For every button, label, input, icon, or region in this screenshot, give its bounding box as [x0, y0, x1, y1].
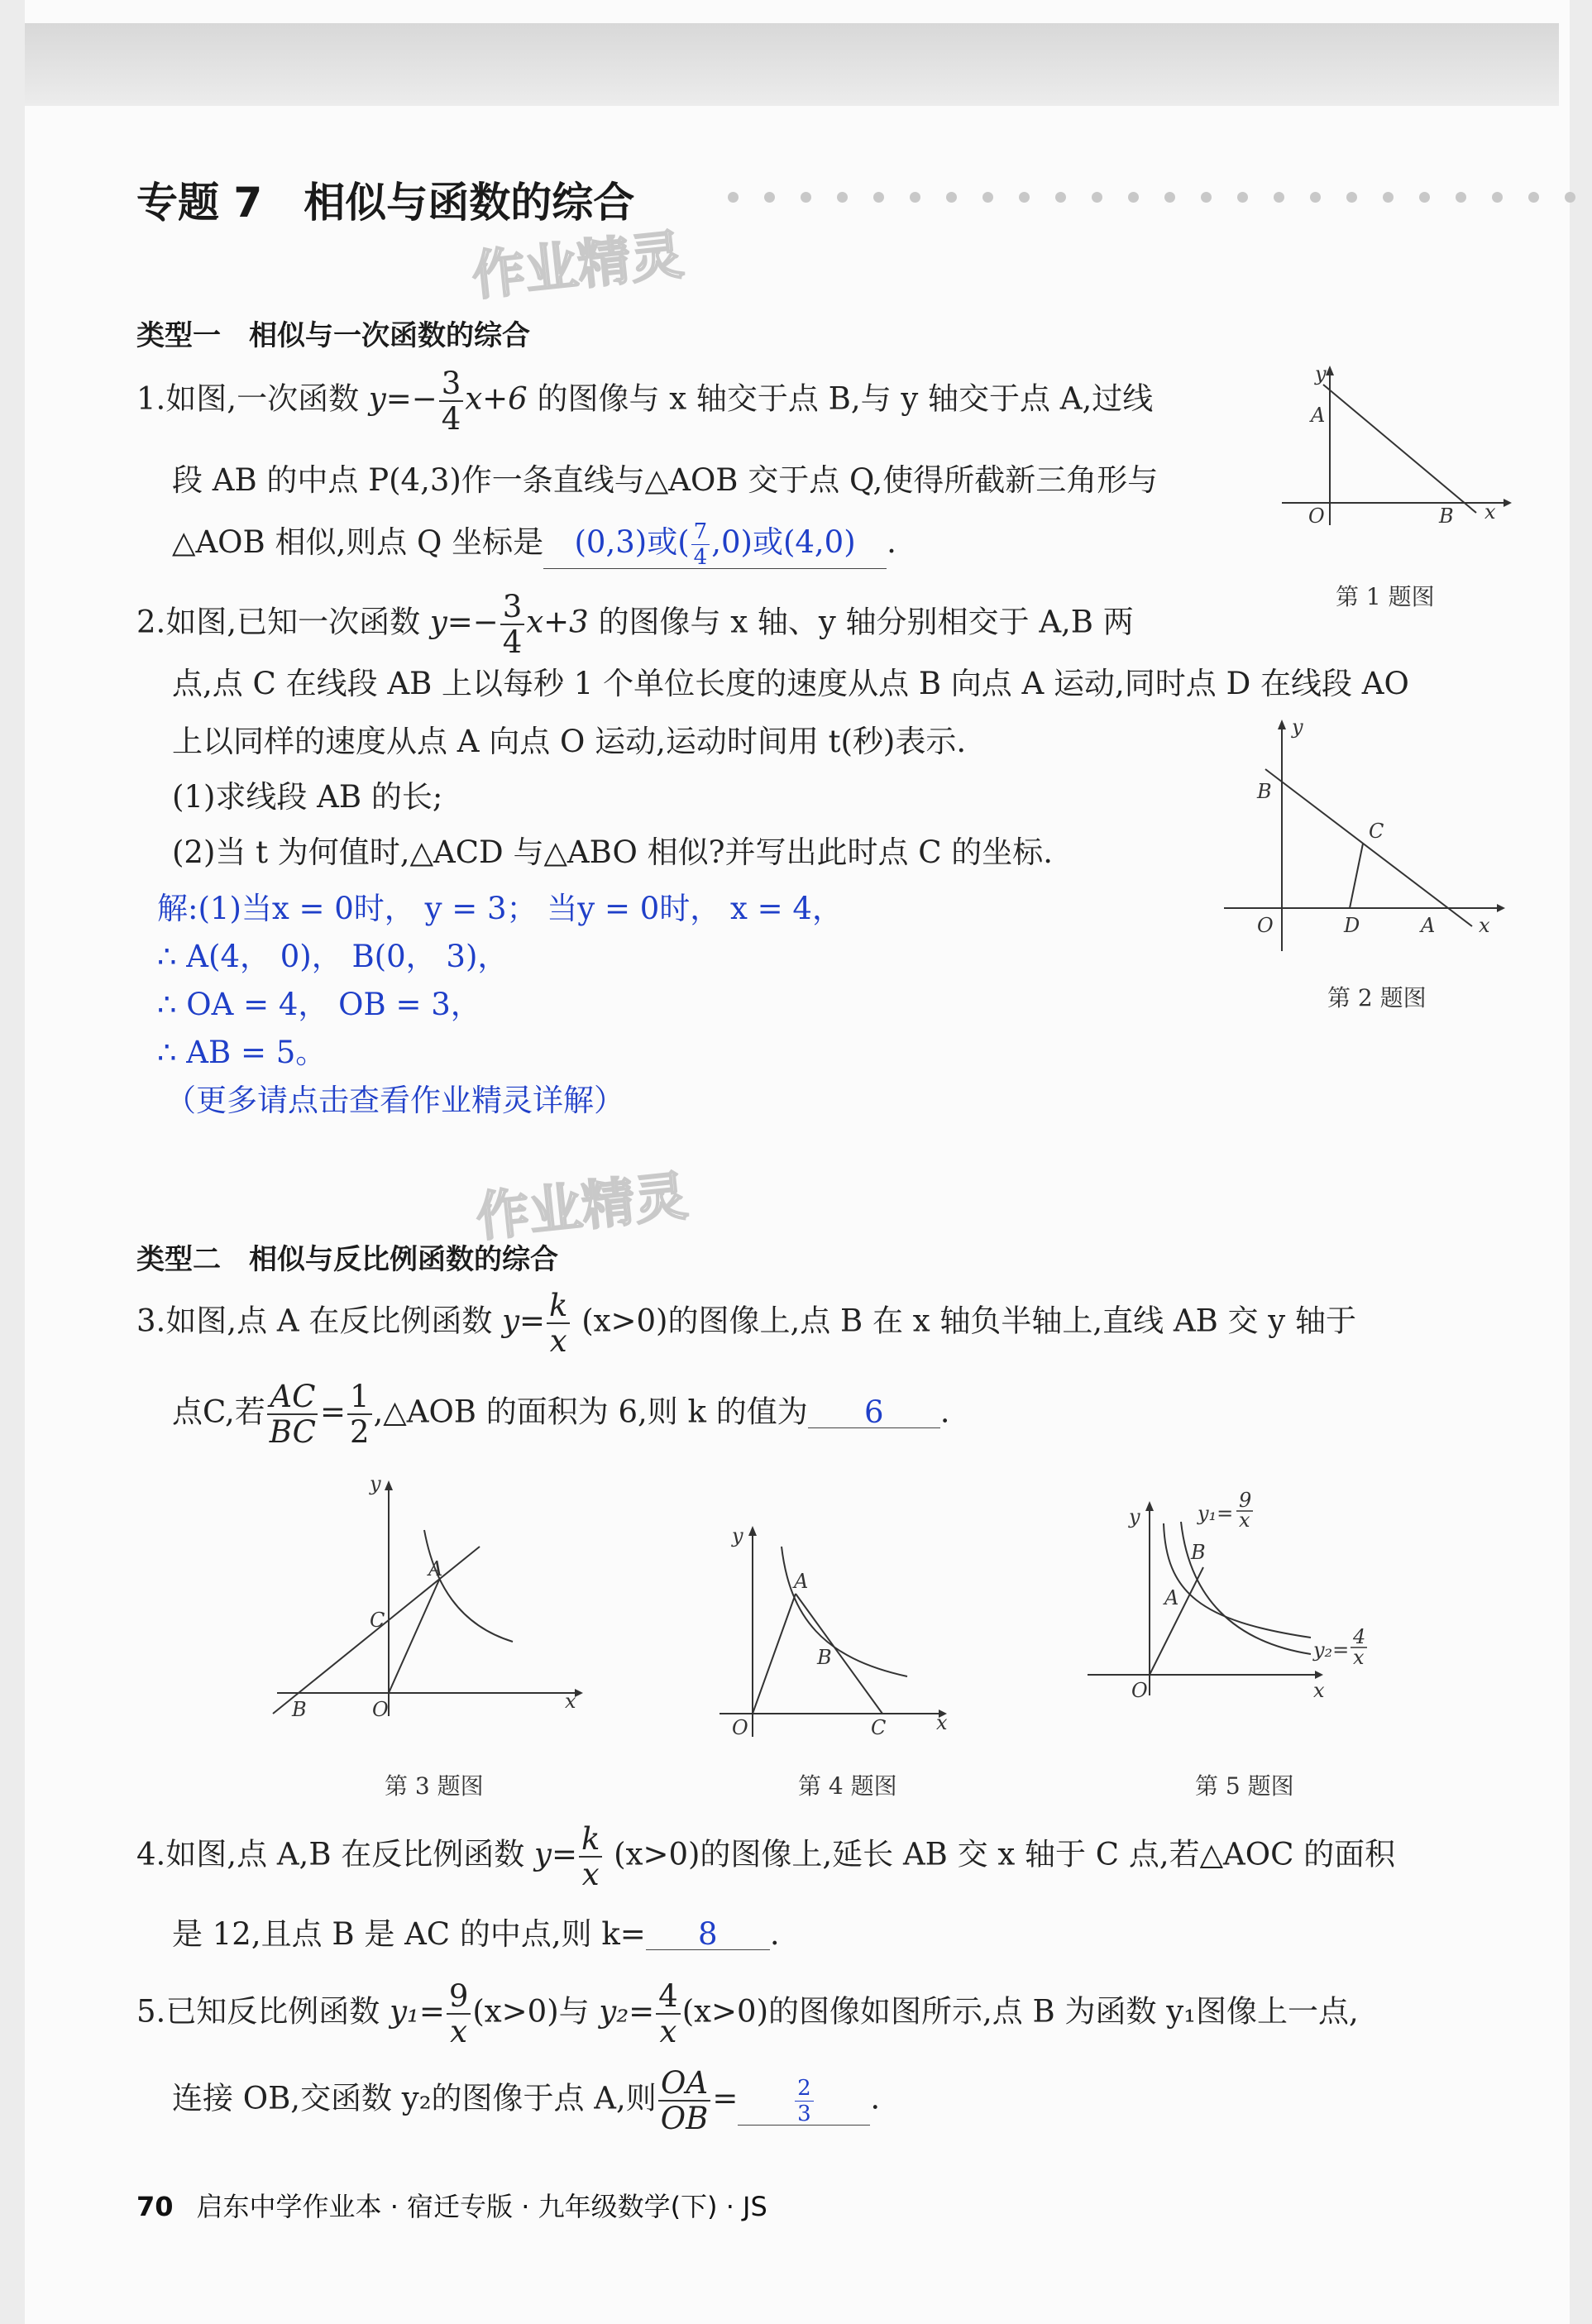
label-a: A: [1311, 404, 1326, 427]
label-y1-den: x: [1239, 1509, 1250, 1532]
question-2-sub-1: (1)求线段 AB 的长;: [172, 779, 443, 815]
figure-1: [1274, 364, 1513, 529]
top-scan-band: [25, 23, 1559, 106]
hyperbola: [782, 1547, 907, 1676]
label-b: B: [1439, 504, 1454, 528]
label-o: O: [1308, 504, 1325, 528]
label-y: y: [370, 1472, 381, 1495]
label-x: x: [1479, 914, 1490, 937]
figure-1-caption: 第 1 题图: [1336, 583, 1435, 610]
question-2-line-1: 2.如图,已知一次函数 y=− $\frac{3}{4}$ x+3 的图像与 x 轴、y 轴分别相交于 A,B 两: [136, 589, 1134, 660]
section-heading-one: 类型一 相似与一次函数的综合: [136, 319, 530, 352]
page-title: 专题 7 相似与函数的综合: [136, 179, 635, 227]
question-1-line-2: 段 AB 的中点 P(4,3)作一条直线与△AOB 交于点 Q,使得所截新三角形与: [172, 462, 1159, 498]
question-5-line-1: 5.已知反比例函数 y₁= $\frac{9}{x}$ (x>0)与 y₂= $\frac{4}{x}$ (x>0)的图像如图所示,点 B 为函数 y₁图像上一点,: [136, 1978, 1359, 2049]
figure-4: [715, 1518, 955, 1741]
label-b: B: [1191, 1541, 1206, 1564]
label-d: D: [1344, 914, 1360, 937]
answer-blank-4: 8: [646, 1919, 770, 1950]
label-o: O: [1131, 1679, 1148, 1702]
section-heading-two: 类型二 相似与反比例函数的综合: [136, 1243, 558, 1276]
book-title: 启东中学作业本 · 宿迁专版 · 九年级数学(下) · JS: [196, 2191, 767, 2222]
solution-line-1: 解:(1)当x = 0时， y = 3； 当y = 0时， x = 4，: [157, 891, 843, 926]
segment-ac: [796, 1594, 882, 1714]
label-a: A: [1164, 1586, 1179, 1609]
watermark-2: 作业精灵: [473, 1165, 691, 1250]
question-3-line-1: 3.如图,点 A 在反比例函数 y= $\frac{k}{x}$ (x>0)的图像上,点 B 在 x 轴负半轴上,直线 AB 交 y 轴于: [136, 1288, 1356, 1359]
segment-oa: [389, 1578, 440, 1693]
hyperbola-y2: [1164, 1523, 1311, 1638]
label-o: O: [372, 1698, 389, 1721]
label-c: C: [871, 1716, 887, 1739]
label-x: x: [1484, 500, 1496, 524]
line-ab: [1265, 769, 1472, 926]
solution-line-4: ∴ AB = 5。: [157, 1035, 327, 1070]
label-y2: y₂=: [1313, 1638, 1350, 1662]
label-y: y: [732, 1524, 743, 1547]
page-number: 70: [136, 2191, 174, 2222]
label-x: x: [1313, 1679, 1325, 1702]
line-ab: [1323, 385, 1476, 513]
label-x: x: [936, 1711, 948, 1734]
figure-2: [1216, 715, 1513, 955]
label-c: C: [370, 1609, 385, 1632]
label-y1: y₁=: [1198, 1502, 1234, 1525]
question-2-line-2: 点,点 C 在线段 AB 上以每秒 1 个单位长度的速度从点 B 向点 A 运动,同时点 D 在线段 AO: [172, 666, 1409, 701]
question-2-line-3: 上以同样的速度从点 A 向点 O 运动,运动时间用 t(秒)表示.: [172, 724, 967, 759]
question-1-line-1: 1.如图,一次函数 y=− $\frac{3}{4}$ x+6 的图像与 x 轴交于点 B,与 y 轴交于点 A,过线: [136, 366, 1154, 437]
fraction: $\frac{3}{4}$: [439, 368, 464, 434]
question-3-line-2: 点C,若 $\frac{AC}{BC}$ = $\frac{1}{2}$ ,△AOB 的面积为 6,则 k 的值为 6 .: [172, 1379, 950, 1450]
answer-blank-3: 6: [808, 1397, 940, 1428]
label-c: C: [1369, 820, 1384, 843]
figure-5-caption: 第 5 题图: [1195, 1772, 1294, 1800]
figure-2-caption: 第 2 题图: [1327, 984, 1427, 1011]
label-a: A: [428, 1557, 443, 1580]
label-y: y: [1292, 715, 1303, 739]
label-o: O: [1257, 914, 1274, 937]
segment-cd: [1350, 844, 1363, 908]
watermark: 作业精灵: [469, 224, 686, 308]
question-4-line-2: 是 12,且点 B 是 AC 的中点,则 k= 8 .: [172, 1916, 780, 1952]
label-y2-den: x: [1353, 1646, 1365, 1669]
segment-oa: [753, 1594, 796, 1714]
answer-blank-5: $\frac{2}{3}$: [738, 2078, 870, 2126]
solution-line-3: ∴ OA = 4， OB = 3，: [157, 987, 481, 1022]
label-o: O: [732, 1716, 748, 1739]
label-b: B: [817, 1646, 832, 1669]
label-b: B: [1257, 780, 1272, 803]
figure-3-caption: 第 3 题图: [385, 1772, 484, 1800]
question-4-line-1: 4.如图,点 A,B 在反比例函数 y= $\frac{k}{x}$ (x>0)的图像上,延长 AB 交 x 轴于 C 点,若△AOC 的面积: [136, 1821, 1396, 1892]
label-y: y: [1315, 364, 1327, 385]
label-y: y: [1129, 1505, 1140, 1528]
page-footer: [136, 2186, 767, 2224]
label-a: A: [794, 1570, 809, 1593]
solution-more-link[interactable]: （更多请点击查看作业精灵详解）: [165, 1083, 624, 1118]
question-5-line-2: 连接 OB,交函数 y₂的图像于点 A,则 $\frac{OA}{OB}$ = $\frac{2}{3}$ .: [172, 2065, 881, 2136]
figure-5: [1083, 1480, 1389, 1720]
figure-4-caption: 第 4 题图: [798, 1772, 897, 1800]
label-b: B: [292, 1698, 307, 1721]
title-dot-leader: [728, 192, 1592, 203]
question-1-line-3: △AOB 相似,则点 Q 坐标是 (0,3)或( $\frac{7}{4}$ ,0)或(4,0) .: [172, 519, 896, 570]
figure-3: [269, 1468, 591, 1724]
hyperbola: [424, 1530, 513, 1642]
label-x: x: [565, 1690, 576, 1713]
segment-ob: [1150, 1567, 1203, 1675]
label-a: A: [1421, 914, 1436, 937]
question-2-sub-2: (2)当 t 为何值时,△ACD 与△ABO 相似?并写出此时点 C 的坐标.: [172, 834, 1054, 870]
answer-blank-1: (0,3)或( $\frac{7}{4}$ ,0)或(4,0): [543, 521, 887, 569]
label-y2-num: 4: [1353, 1625, 1366, 1648]
label-y1-num: 9: [1239, 1489, 1252, 1512]
solution-line-2: ∴ A(4， 0)， B(0， 3)，: [157, 939, 509, 974]
